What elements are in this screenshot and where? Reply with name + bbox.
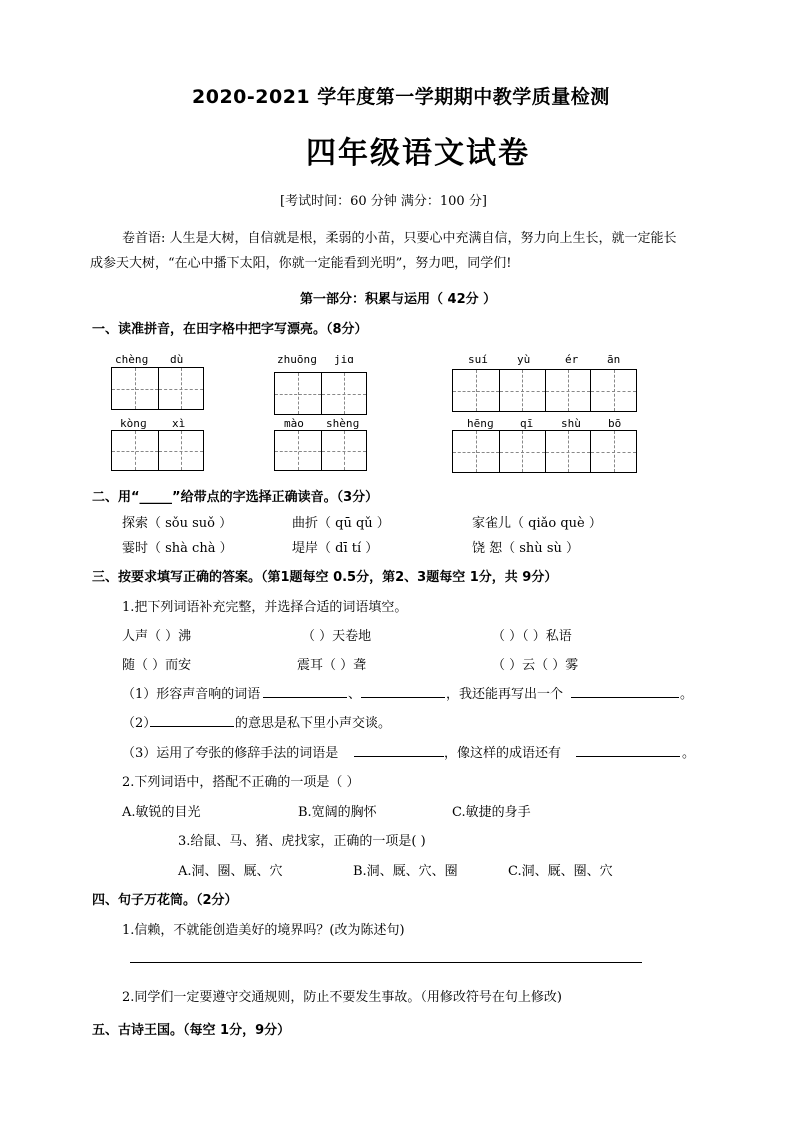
option-b[interactable]: B.宽阔的胸怀	[298, 805, 377, 820]
fill-1-sep: 、	[348, 687, 362, 702]
tianzige-grid[interactable]	[111, 430, 204, 471]
option-b[interactable]: B.洞、厩、穴、圈	[353, 864, 458, 879]
pinyin-label: bō	[608, 417, 622, 430]
answer-line[interactable]	[150, 726, 234, 727]
answer-line[interactable]	[571, 697, 679, 698]
pinyin-label: kònɡ	[120, 417, 147, 430]
answer-line[interactable]	[361, 697, 445, 698]
tianzige-grid[interactable]	[274, 430, 367, 471]
pinyin-label: ér	[565, 353, 579, 366]
word-blank[interactable]: （ ）云（ ）雾	[492, 658, 579, 673]
pinyin-label: jiɑ	[334, 353, 354, 366]
word-blank[interactable]: 随（ ）而安	[122, 658, 192, 673]
answer-line[interactable]	[263, 697, 347, 698]
part1-title: 第一部分：积累与运用（ 42分 ）	[300, 292, 497, 307]
option-a[interactable]: A.敏锐的目光	[122, 805, 201, 820]
pinyin-label: shù	[561, 417, 581, 430]
fill-1-end: 。	[680, 687, 694, 702]
q3-sub2: 2.下列词语中，搭配不正确的一项是（ ）	[122, 775, 360, 790]
tianzige-grid[interactable]	[452, 430, 637, 473]
q2-heading: 二、用“_____”给带点的字选择正确读音。（3分）	[92, 490, 379, 505]
word-blank[interactable]: 人声（ ）沸	[122, 629, 192, 644]
preface-line-2: 成参天大树，“在心中播下太阳，你就一定能看到光明”，努力吧，同学们!	[90, 256, 512, 271]
q4-sub2: 2.同学们一定要遵守交通规则，防止不要发生事故。（用修改符号在句上修改)	[122, 990, 562, 1005]
tianzige-grid[interactable]	[274, 372, 367, 415]
pinyin-label: yù	[517, 353, 531, 366]
pinyin-label: zhuōnɡ	[277, 353, 317, 366]
q3-sub3: 3.给鼠、马、猪、虎找家，正确的一项是( )	[178, 834, 426, 849]
word-blank[interactable]: 震耳（ ）聋	[297, 658, 367, 673]
tianzige-grid[interactable]	[452, 369, 637, 412]
pinyin-label: hēnɡ	[467, 417, 494, 430]
paper-title: 四年级语文试卷	[306, 136, 530, 171]
answer-line[interactable]	[354, 756, 444, 757]
exam-title: 2020-2021 学年度第一学期期中教学质量检测	[192, 86, 610, 108]
option-a[interactable]: A.洞、圈、厩、穴	[178, 864, 283, 879]
pinyin-label: dù	[170, 353, 184, 366]
answer-line[interactable]	[576, 756, 680, 757]
option-c[interactable]: C.敏捷的身手	[452, 805, 531, 820]
q2-item: 饶 恕（ shù sù ）	[472, 541, 579, 556]
fill-3-mid: ，像这样的成语还有	[444, 746, 562, 761]
q5-heading: 五、古诗王国。（每空 1分，9分）	[92, 1023, 291, 1038]
q2-item: 堤岸（ dī tí ）	[292, 541, 379, 556]
pinyin-label: mào	[284, 417, 304, 430]
q4-heading: 四、句子万花筒。（2分）	[92, 893, 238, 908]
tianzige-grid[interactable]	[111, 367, 204, 410]
q1-heading: 一、读准拼音，在田字格中把字写漂亮。（8分）	[92, 322, 368, 337]
fill-1-mid: ，我还能再写出一个	[446, 687, 564, 702]
fill-2-prefix: （2）	[122, 716, 157, 731]
q2-item: 家雀儿（ qiǎo què ）	[472, 516, 602, 531]
word-blank[interactable]: （ ）天卷地	[302, 629, 372, 644]
pinyin-label: xì	[172, 417, 186, 430]
q3-heading: 三、按要求填写正确的答案。（第1题每空 0.5分，第2、3题每空 1分，共 9分）	[92, 570, 558, 585]
fill-2-text: 的意思是私下里小声交谈。	[235, 716, 392, 731]
q2-item: 探索（ sǒu suǒ ）	[122, 516, 233, 531]
pinyin-label: shènɡ	[326, 417, 360, 430]
exam-info: [考试时间：60 分钟 满分：100 分]	[280, 194, 487, 209]
fill-1-prompt: （1）形容声音响的词语	[122, 687, 261, 702]
q3-sub1: 1.把下列词语补充完整，并选择合适的词语填空。	[122, 600, 408, 615]
pinyin-label: chènɡ	[115, 353, 149, 366]
pinyin-label: ān	[607, 353, 621, 366]
fill-3-prompt: （3）运用了夸张的修辞手法的词语是	[122, 746, 339, 761]
pinyin-label: suí	[468, 353, 488, 366]
q2-item: 霎时（ shà chà ）	[122, 541, 233, 556]
fill-3-end: 。	[682, 746, 696, 761]
answer-line[interactable]	[130, 962, 642, 963]
option-c[interactable]: C.洞、厩、圈、穴	[508, 864, 613, 879]
preface-line-1: 卷首语: 人生是大树，自信就是根，柔弱的小苗，只要心中充满自信，努力向上生长，就一定能长	[122, 231, 677, 246]
pinyin-label: qī	[520, 417, 534, 430]
q2-item: 曲折（ qū qǔ ）	[292, 516, 390, 531]
word-blank[interactable]: （ ）（ ）私语	[492, 629, 572, 644]
q4-sub1: 1.信赖，不就能创造美好的境界吗？(改为陈述句)	[122, 923, 405, 938]
